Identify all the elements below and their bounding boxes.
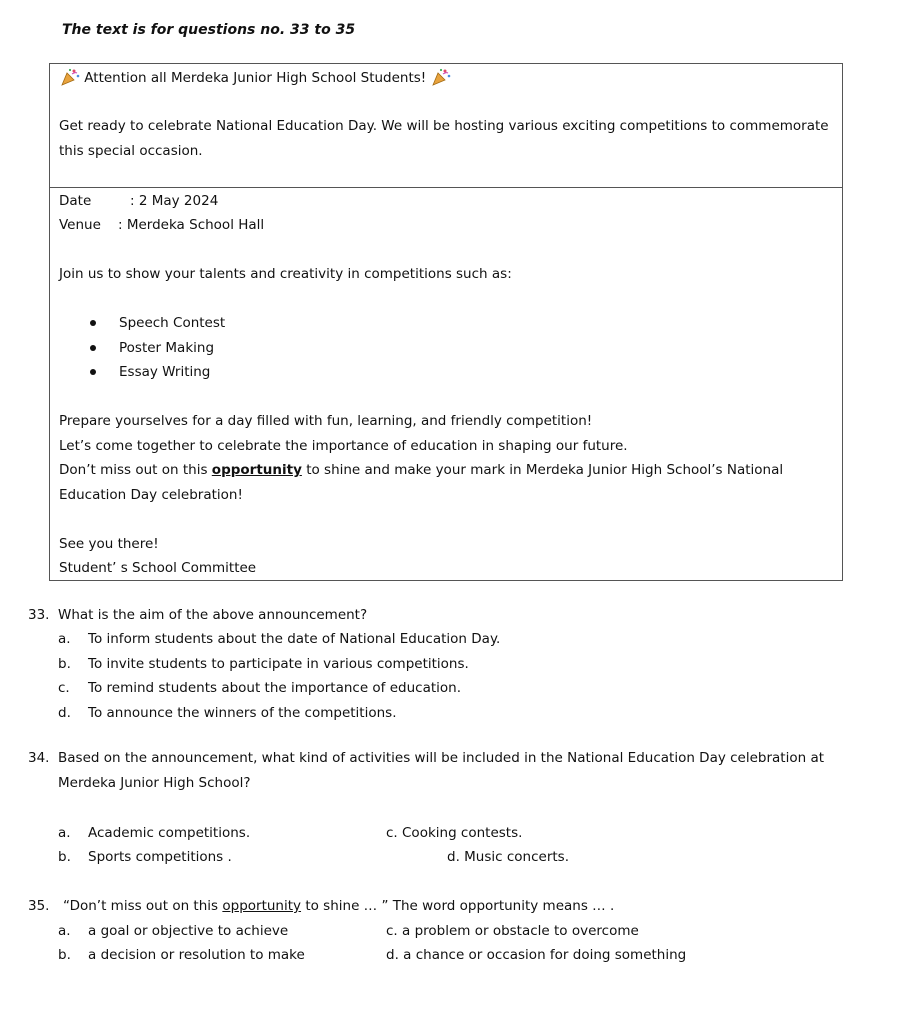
venue-value: : Merdeka School Hall [118, 217, 265, 233]
q34-option-a: Academic competitions. [88, 825, 251, 841]
q35-question [63, 898, 614, 914]
lets-text: Let’s come together to celebrate the importance of education in shaping our future. [59, 438, 628, 454]
q33-option-a: To inform students about the date of National Education Day. [88, 631, 501, 647]
join-text: Join us to show your talents and creativity in competitions such as: [59, 266, 512, 282]
q33-option-a-letter: a. [58, 631, 71, 647]
q33-option-b-letter: b. [58, 656, 71, 672]
competition-item: Poster Making [119, 340, 215, 356]
date-value: : 2 May 2024 [130, 193, 219, 209]
q35-quote-post: to shine … ” The word opportunity means … . [305, 898, 615, 914]
q33-question: What is the aim of the above announcement? [58, 607, 368, 623]
q33-number: 33. [28, 607, 50, 623]
prepare-text: Prepare yourselves for a day filled with fun, learning, and friendly competition! [59, 413, 593, 429]
q34-number: 34. [28, 750, 50, 766]
bullet-icon [90, 345, 96, 351]
date-label: Date [59, 193, 92, 209]
q35-option-c: c. a problem or obstacle to overcome [386, 923, 639, 939]
q35-number: 35. [28, 898, 50, 914]
competition-item: Speech Contest [119, 315, 226, 331]
q34-option-b-letter: b. [58, 849, 71, 865]
opportunity-word: opportunity [211, 462, 302, 478]
intro-paragraph-line-2: this special occasion. [59, 143, 203, 159]
party-popper-icon [60, 68, 80, 86]
q33-option-b: To invite students to participate in various competitions. [88, 656, 469, 672]
announcement-heading-line [60, 68, 451, 86]
q33-option-c-letter: c. [58, 680, 70, 696]
q33-option-c: To remind students about the importance of education. [88, 680, 462, 696]
bullet-icon [90, 369, 96, 375]
q35-option-d: d. a chance or occasion for doing something [386, 947, 687, 963]
q34-option-c: c. Cooking contests. [386, 825, 523, 841]
dont-miss-line [59, 462, 783, 478]
intro-instruction: The text is for questions no. 33 to 35 [62, 22, 356, 38]
q34-question-line-1: Based on the announcement, what kind of activities will be included in the National Education Day celebration at [58, 750, 825, 766]
q35-option-a: a goal or objective to achieve [88, 923, 289, 939]
q35-option-a-letter: a. [58, 923, 71, 939]
q35-opportunity-word: opportunity [222, 898, 302, 914]
intro-paragraph-line-1: Get ready to celebrate National Education Day. We will be hosting various exciting competitions to commemorate [59, 118, 829, 134]
q33-option-d: To announce the winners of the competitions. [88, 705, 397, 721]
q34-question-line-2: Merdeka Junior High School? [58, 775, 251, 791]
signature: Student’ s School Committee [59, 560, 257, 576]
competition-item: Essay Writing [119, 364, 211, 380]
q33-option-d-letter: d. [58, 705, 71, 721]
q35-option-b-letter: b. [58, 947, 71, 963]
bullet-icon [90, 320, 96, 326]
dont-miss-line-2: Education Day celebration! [59, 487, 243, 503]
announcement-body-box [49, 187, 843, 581]
announcement-header-box [49, 63, 843, 188]
q34-option-d: d. Music concerts. [447, 849, 569, 865]
q34-option-a-letter: a. [58, 825, 71, 841]
see-you-text: See you there! [59, 536, 159, 552]
announcement-heading: Attention all Merdeka Junior High School Students! [84, 70, 427, 86]
list-item [90, 364, 96, 380]
q35-option-b: a decision or resolution to make [88, 947, 305, 963]
q35-quote-pre: “Don’t miss out on this [63, 898, 219, 914]
party-popper-icon [431, 68, 451, 86]
list-item [90, 315, 96, 331]
q34-option-b: Sports competitions . [88, 849, 232, 865]
dont-miss-post: to shine and make your mark in Merdeka Junior High School’s National [306, 462, 784, 478]
list-item [90, 340, 96, 356]
venue-label: Venue [59, 217, 101, 233]
dont-miss-pre: Don’t miss out on this [59, 462, 208, 478]
